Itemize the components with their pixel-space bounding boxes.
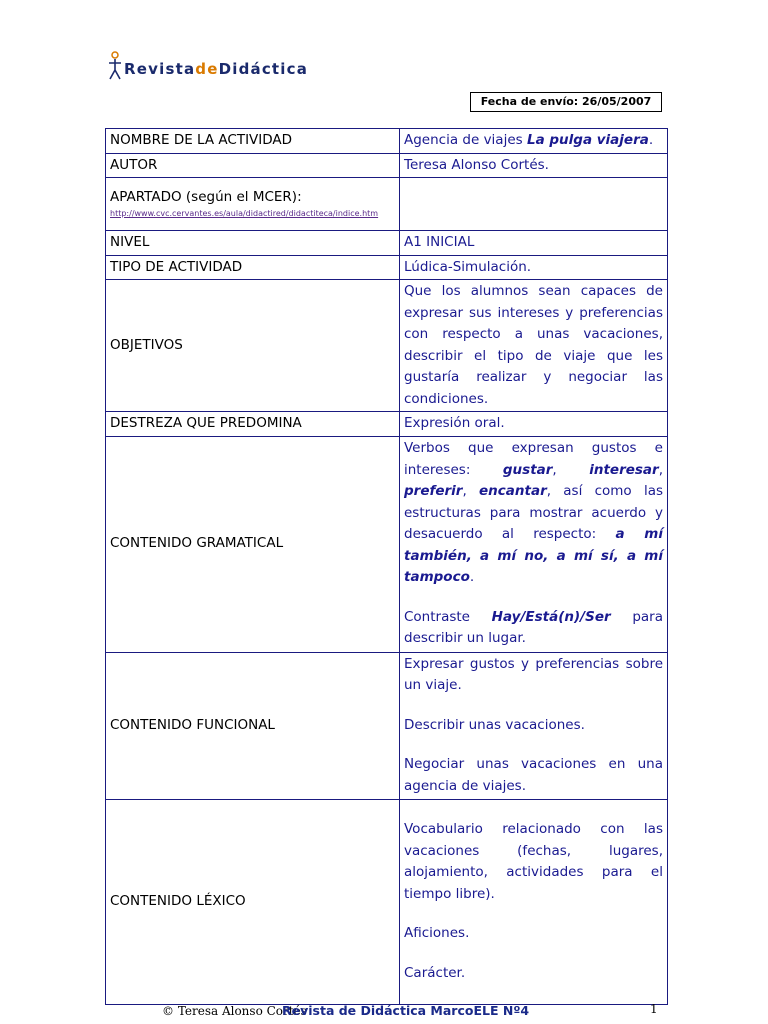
nombre-plain: Agencia de viajes <box>404 132 527 148</box>
gram-text-3: . <box>469 569 475 586</box>
row-autor <box>106 153 668 178</box>
nombre-value <box>400 129 668 154</box>
logo-text <box>124 62 308 80</box>
func-3: Negociar unas vacaciones en una agencia de viajes. <box>404 756 663 794</box>
autor-label: AUTOR <box>106 153 400 178</box>
gram-preferir: preferir <box>404 483 463 500</box>
gram-hay: Hay/Está(n)/Ser <box>491 608 611 625</box>
apartado-value <box>400 178 668 231</box>
lex-1: Vocabulario relacionado con las vacaciones (fechas, lugares, alojamiento, actividades para el tiempo libre). <box>404 821 663 902</box>
gramatical-label: CONTENIDO GRAMATICAL <box>106 436 400 652</box>
destreza-value: Expresión oral. <box>400 412 668 437</box>
tipo-label: TIPO DE ACTIVIDAD <box>106 255 400 280</box>
objetivos-value: Que los alumnos sean capaces de expresar sus intereses y preferencias con respecto a unas vacaciones, describir el tipo de viaje que les gustaría realizar y negociar las condiciones. <box>400 280 668 412</box>
gram-encantar: encantar <box>479 483 547 500</box>
row-nombre <box>106 129 668 154</box>
gramatical-value <box>400 436 668 652</box>
logo-didactica: Didáctica <box>218 60 309 78</box>
gramatical-paragraph-1 <box>404 438 663 589</box>
gram-comma-3: , <box>462 483 480 500</box>
autor-value: Teresa Alonso Cortés. <box>400 153 668 178</box>
funcional-label: CONTENIDO FUNCIONAL <box>106 652 400 799</box>
gram-text-4: para describir un lugar. <box>404 608 663 647</box>
nombre-italic: La pulga viajera <box>526 132 649 148</box>
gram-contraste: Contraste <box>404 608 492 625</box>
fecha-envio-box: Fecha de envío: 26/05/2007 <box>470 92 662 112</box>
gram-gustar: gustar <box>502 461 553 478</box>
gramatical-paragraph-2 <box>404 607 663 650</box>
revista-logo <box>108 44 308 80</box>
gram-comma-1: , <box>552 461 590 478</box>
page-footer <box>0 1002 768 1022</box>
activity-table <box>105 128 668 1005</box>
gram-a-mi: a mí también, a mí no, a mí sí, a mí tampoco <box>404 526 663 586</box>
lexico-label: CONTENIDO LÉXICO <box>106 799 400 1004</box>
logo-figure-icon <box>108 50 122 80</box>
objetivos-label: OBJETIVOS <box>106 280 400 412</box>
apartado-label: APARTADO (según el MCER): <box>110 189 302 206</box>
func-2: Describir unas vacaciones. <box>404 716 585 733</box>
destreza-label: DESTREZA QUE PREDOMINA <box>106 412 400 437</box>
row-funcional <box>106 652 668 799</box>
logo-revista: Revista <box>124 60 196 78</box>
row-objetivos <box>106 280 668 412</box>
row-gramatical <box>106 436 668 652</box>
row-destreza <box>106 412 668 437</box>
func-1: Expresar gustos y preferencias sobre un viaje. <box>404 655 663 694</box>
apartado-cell <box>106 178 400 231</box>
lex-3: Carácter. <box>404 964 466 981</box>
logo-de: de <box>195 60 219 78</box>
footer-author: © Teresa Alonso Cortés <box>162 1004 307 1018</box>
gram-text-1: Verbos que expresan gustos e intereses: <box>404 440 663 478</box>
row-lexico <box>106 799 668 1004</box>
gram-comma-2: , <box>658 461 663 478</box>
nombre-end: . <box>648 132 654 148</box>
footer-revista: Revista de Didáctica MarcoELE Nº4 <box>282 1003 530 1018</box>
lexico-value <box>400 799 668 1004</box>
tipo-value: Lúdica-Simulación. <box>400 255 668 280</box>
nivel-value: A1 INICIAL <box>400 231 668 256</box>
page-number: 1 <box>650 1002 658 1016</box>
gram-text-2: , así como las estructuras para mostrar acuerdo y desacuerdo al respecto: <box>404 483 663 543</box>
row-apartado <box>106 178 668 231</box>
row-tipo <box>106 255 668 280</box>
funcional-value <box>400 652 668 799</box>
nivel-label: NIVEL <box>106 231 400 256</box>
apartado-link[interactable]: http://www.cvc.cervantes.es/aula/didactired/didactiteca/indice.htm <box>110 208 379 218</box>
nombre-label: NOMBRE DE LA ACTIVIDAD <box>106 129 400 154</box>
row-nivel <box>106 231 668 256</box>
gram-interesar: interesar <box>589 461 659 478</box>
lex-2: Aficiones. <box>404 925 470 941</box>
